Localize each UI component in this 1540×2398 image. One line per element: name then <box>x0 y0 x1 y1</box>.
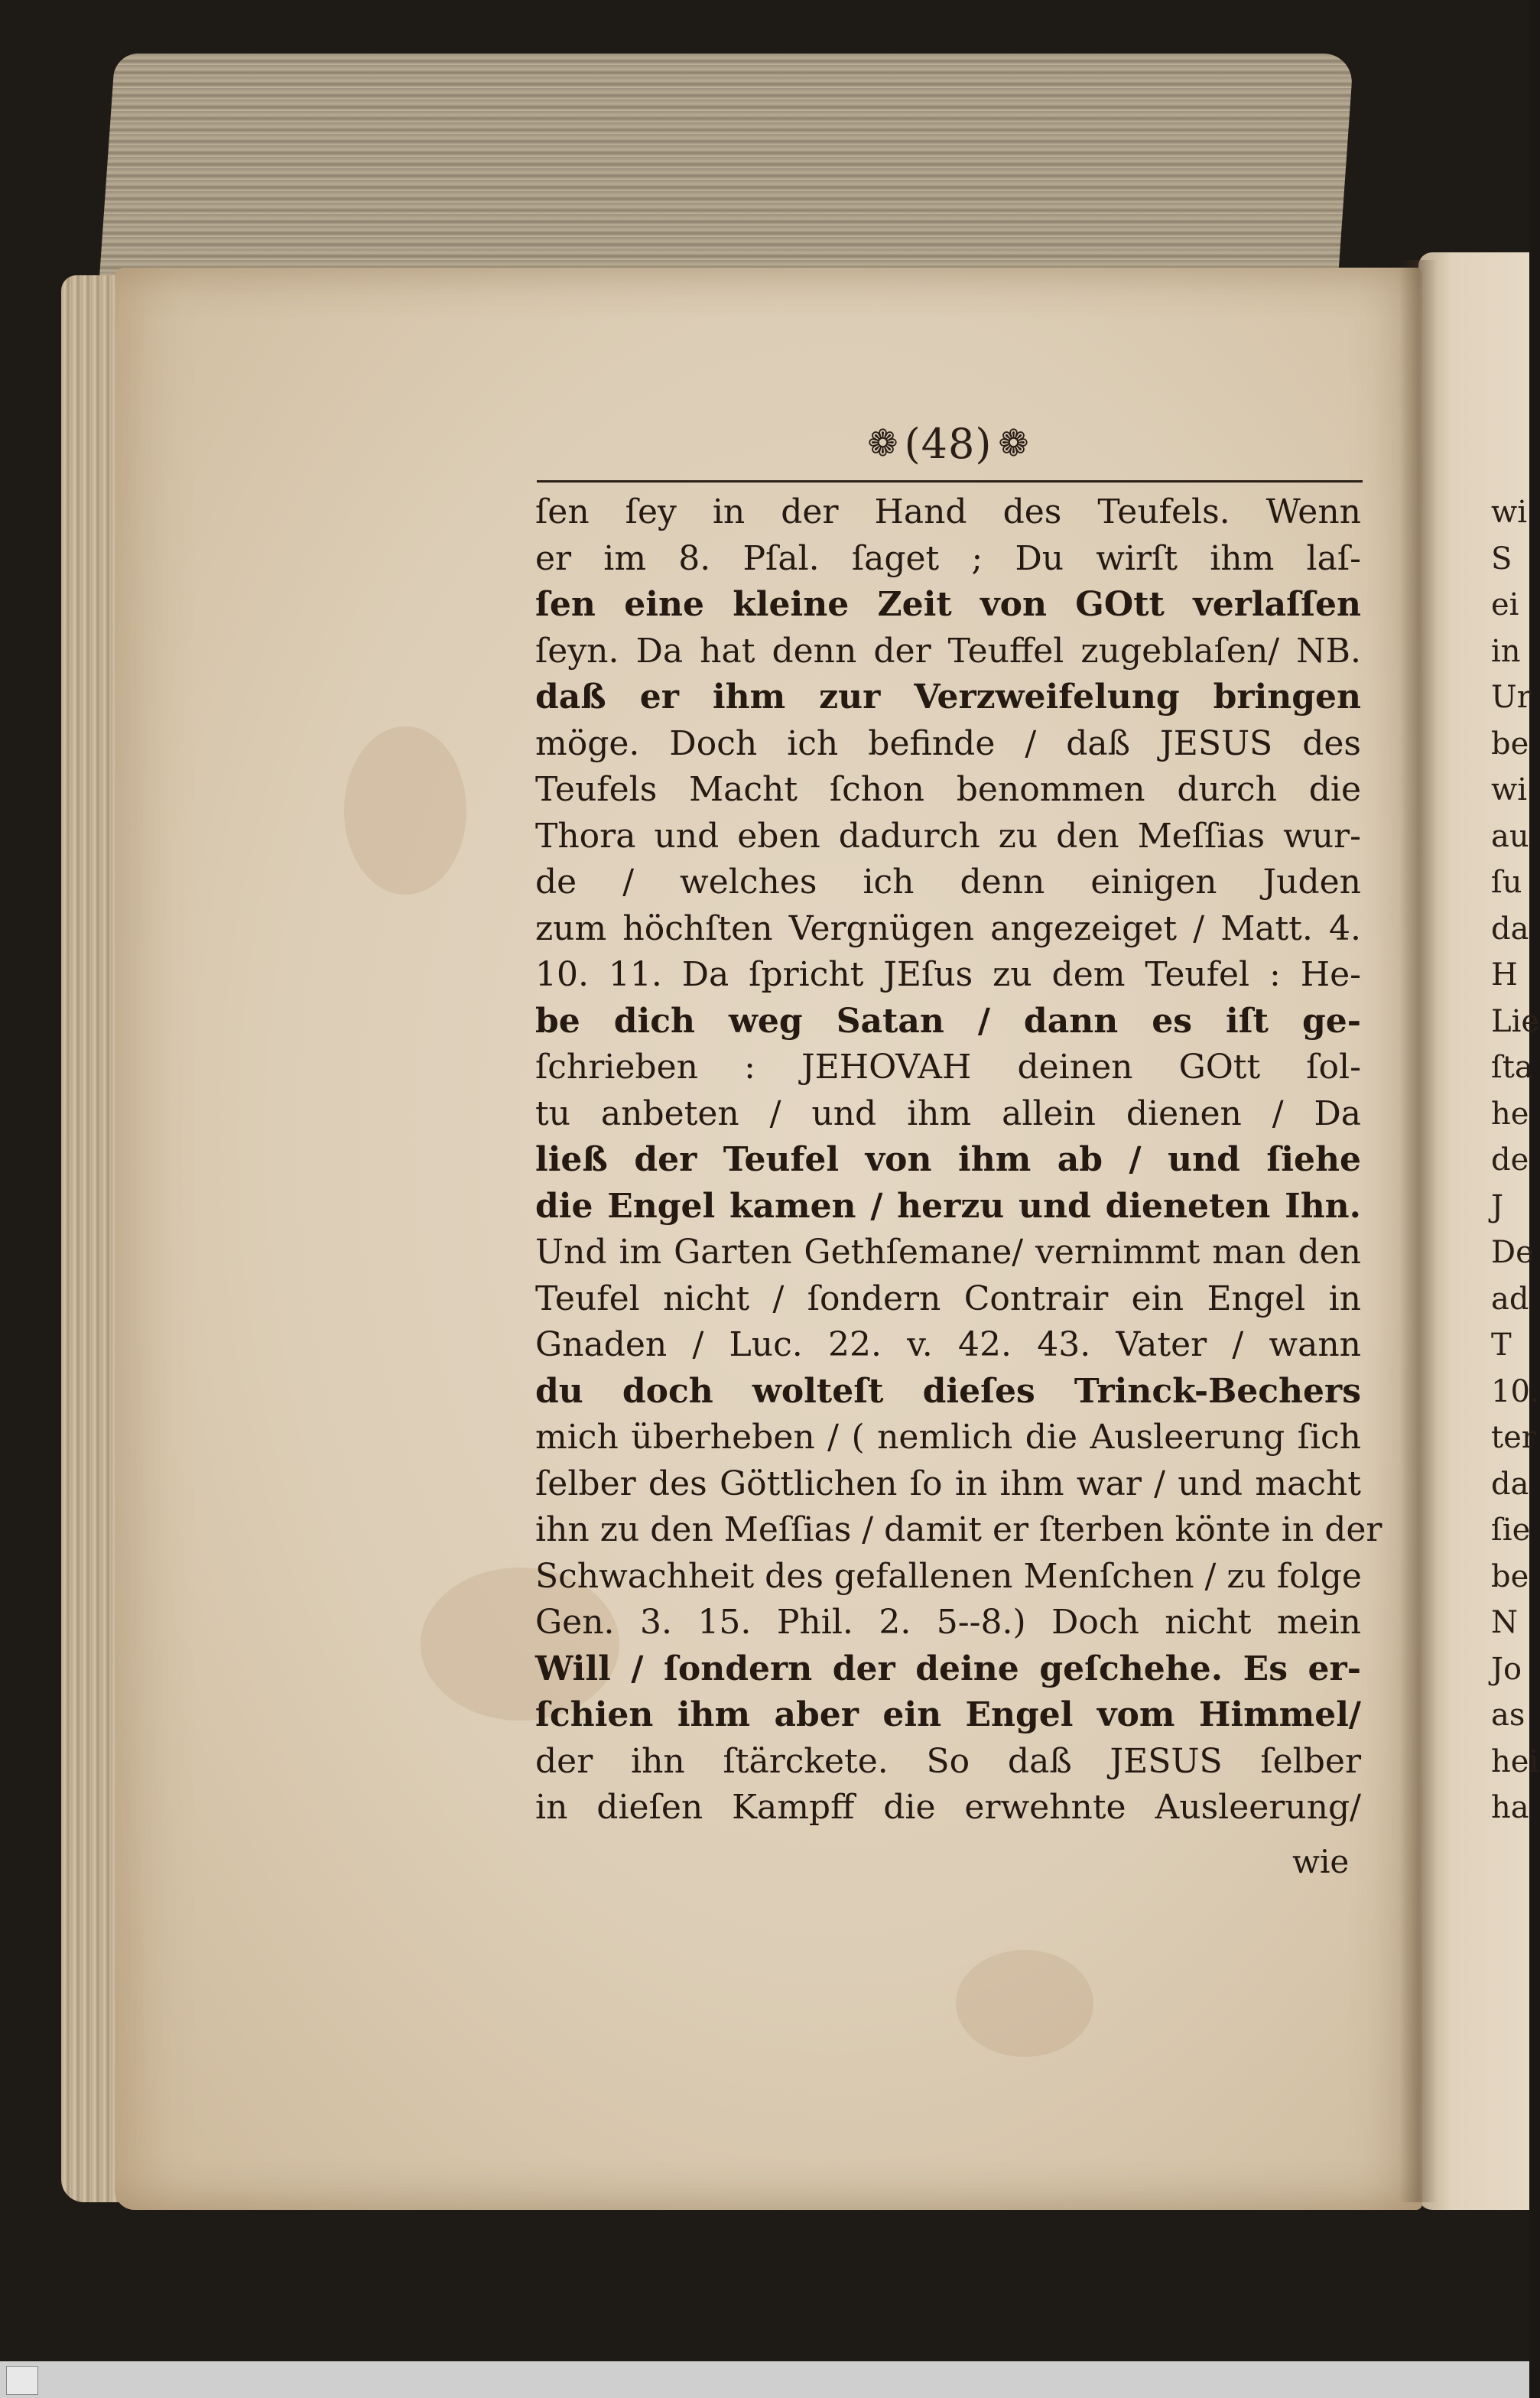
page-number: (48) <box>904 419 993 468</box>
text-line: Thora und eben dadurch zu den Meſſias wur- <box>535 816 1361 856</box>
facing-line: de <box>1491 1142 1529 1178</box>
text-line: ließ der Teufel von ihm ab / und ſiehe <box>535 1140 1361 1179</box>
text-line: Will / ſondern der deine geſchehe. Es er- <box>535 1649 1361 1688</box>
facing-line: as <box>1491 1698 1525 1733</box>
text-line: er im 8. Pſal. ſaget ; Du wirſt ihm laſ- <box>535 538 1361 578</box>
facing-line: J <box>1491 1188 1504 1224</box>
facing-line: be <box>1491 1558 1529 1594</box>
facing-line: H <box>1491 957 1518 993</box>
text-line: 10. 11. Da ſpricht JEſus zu dem Teufel : He- <box>535 955 1361 994</box>
library-logo-icon <box>6 2366 38 2395</box>
facing-line: wi <box>1491 495 1528 530</box>
facing-line: da <box>1491 1466 1529 1502</box>
text-line: be dich weg Satan / dann es iſt ge- <box>535 1001 1361 1041</box>
text-line: ſeyn. Da hat denn der Teuffel zugeblaſen/ NB. <box>535 631 1361 671</box>
ornament-left-icon: ❁ <box>867 422 898 465</box>
facing-line: da <box>1491 911 1529 947</box>
text-line: ſchien ihm aber ein Engel vom Himmel/ <box>535 1695 1361 1734</box>
scan-footer-bar <box>0 2361 1529 2398</box>
text-line: die Engel kamen / herzu und dieneten Ihn. <box>535 1186 1361 1226</box>
facing-line: 10. <box>1491 1373 1540 1409</box>
text-line: ſelber des Göttlichen ſo in ihm war / und macht <box>535 1464 1361 1503</box>
facing-line: N <box>1491 1605 1518 1640</box>
facing-line: ſu <box>1491 865 1522 900</box>
text-line: Teufels Macht ſchon benommen durch die <box>535 770 1361 809</box>
text-line: der ihn ſtärckete. So daß JESUS ſelber <box>535 1741 1361 1781</box>
text-line: Gen. 3. 15. Phil. 2. 5--8.) Doch nicht mein <box>535 1603 1361 1642</box>
head-rule <box>537 480 1363 483</box>
facing-line: Jo <box>1491 1651 1522 1687</box>
facing-line: au <box>1491 818 1529 854</box>
facing-line: T <box>1491 1327 1512 1363</box>
text-line: in dieſen Kampff die erwehnte Ausleerung/ <box>535 1788 1361 1827</box>
text-line: mich überheben / ( nemlich die Ausleerung ſich <box>535 1418 1361 1457</box>
catchword: wie <box>1292 1843 1350 1880</box>
page-stain <box>956 1950 1093 2057</box>
facing-line: S <box>1491 541 1512 577</box>
facing-line: Lie <box>1491 1003 1540 1039</box>
text-line: Gnaden / Luc. 22. v. 42. 43. Vater / wann <box>535 1325 1361 1364</box>
page-stain <box>344 726 466 895</box>
text-line: du doch wolteſt dieſes Trinck-Bechers <box>535 1371 1361 1411</box>
facing-page-text <box>1491 489 1540 1831</box>
ornament-right-icon: ❁ <box>998 422 1029 465</box>
text-line: daß er ihm zur Verzweifelung bringen <box>535 677 1361 716</box>
facing-line: ſta <box>1491 1050 1533 1085</box>
facing-line: ad <box>1491 1281 1529 1317</box>
facing-line: be <box>1491 726 1529 762</box>
text-line: möge. Doch ich befinde / daß JESUS des <box>535 723 1361 763</box>
facing-line: wi <box>1491 772 1528 807</box>
body-text <box>535 489 1382 1831</box>
text-line: de / welches ich denn einigen Juden <box>535 863 1361 902</box>
facing-line: De <box>1491 1235 1534 1270</box>
text-line: ſen ſey in der Hand des Teufels. Wenn <box>535 492 1361 531</box>
facing-line: he <box>1491 1096 1529 1132</box>
book-top-edge <box>99 54 1354 283</box>
text-line: ſchrieben : JEHOVAH deinen GOtt ſol- <box>535 1048 1361 1087</box>
text-line: ihn zu den Meſſias / damit er ſterben könte in der <box>535 1510 1382 1549</box>
text-line: Schwachheit des gefallenen Menſchen / zu folge <box>535 1556 1362 1596</box>
page-gutter <box>1399 260 1438 2202</box>
text-line: Und im Garten Gethſemane/ vernimmt man den <box>535 1233 1361 1272</box>
facing-line: hei <box>1491 1743 1539 1779</box>
text-line: ſen eine kleine Zeit von GOtt verlaſſen <box>535 585 1361 624</box>
facing-line: Ur <box>1491 680 1532 715</box>
facing-line: ſie <box>1491 1513 1531 1548</box>
text-line: tu anbeten / und ihm allein dienen / Da <box>535 1093 1361 1133</box>
facing-line: in <box>1491 633 1521 669</box>
text-line: Teufel nicht / ſondern Contrair ein Engel in <box>535 1279 1361 1318</box>
text-line: zum höchſten Vergnügen angezeiget / Matt. 4. <box>535 908 1361 948</box>
facing-line: ei <box>1491 587 1519 622</box>
facing-line: ha <box>1491 1790 1529 1825</box>
facing-line: ter <box>1491 1420 1536 1455</box>
running-head <box>833 413 1063 474</box>
